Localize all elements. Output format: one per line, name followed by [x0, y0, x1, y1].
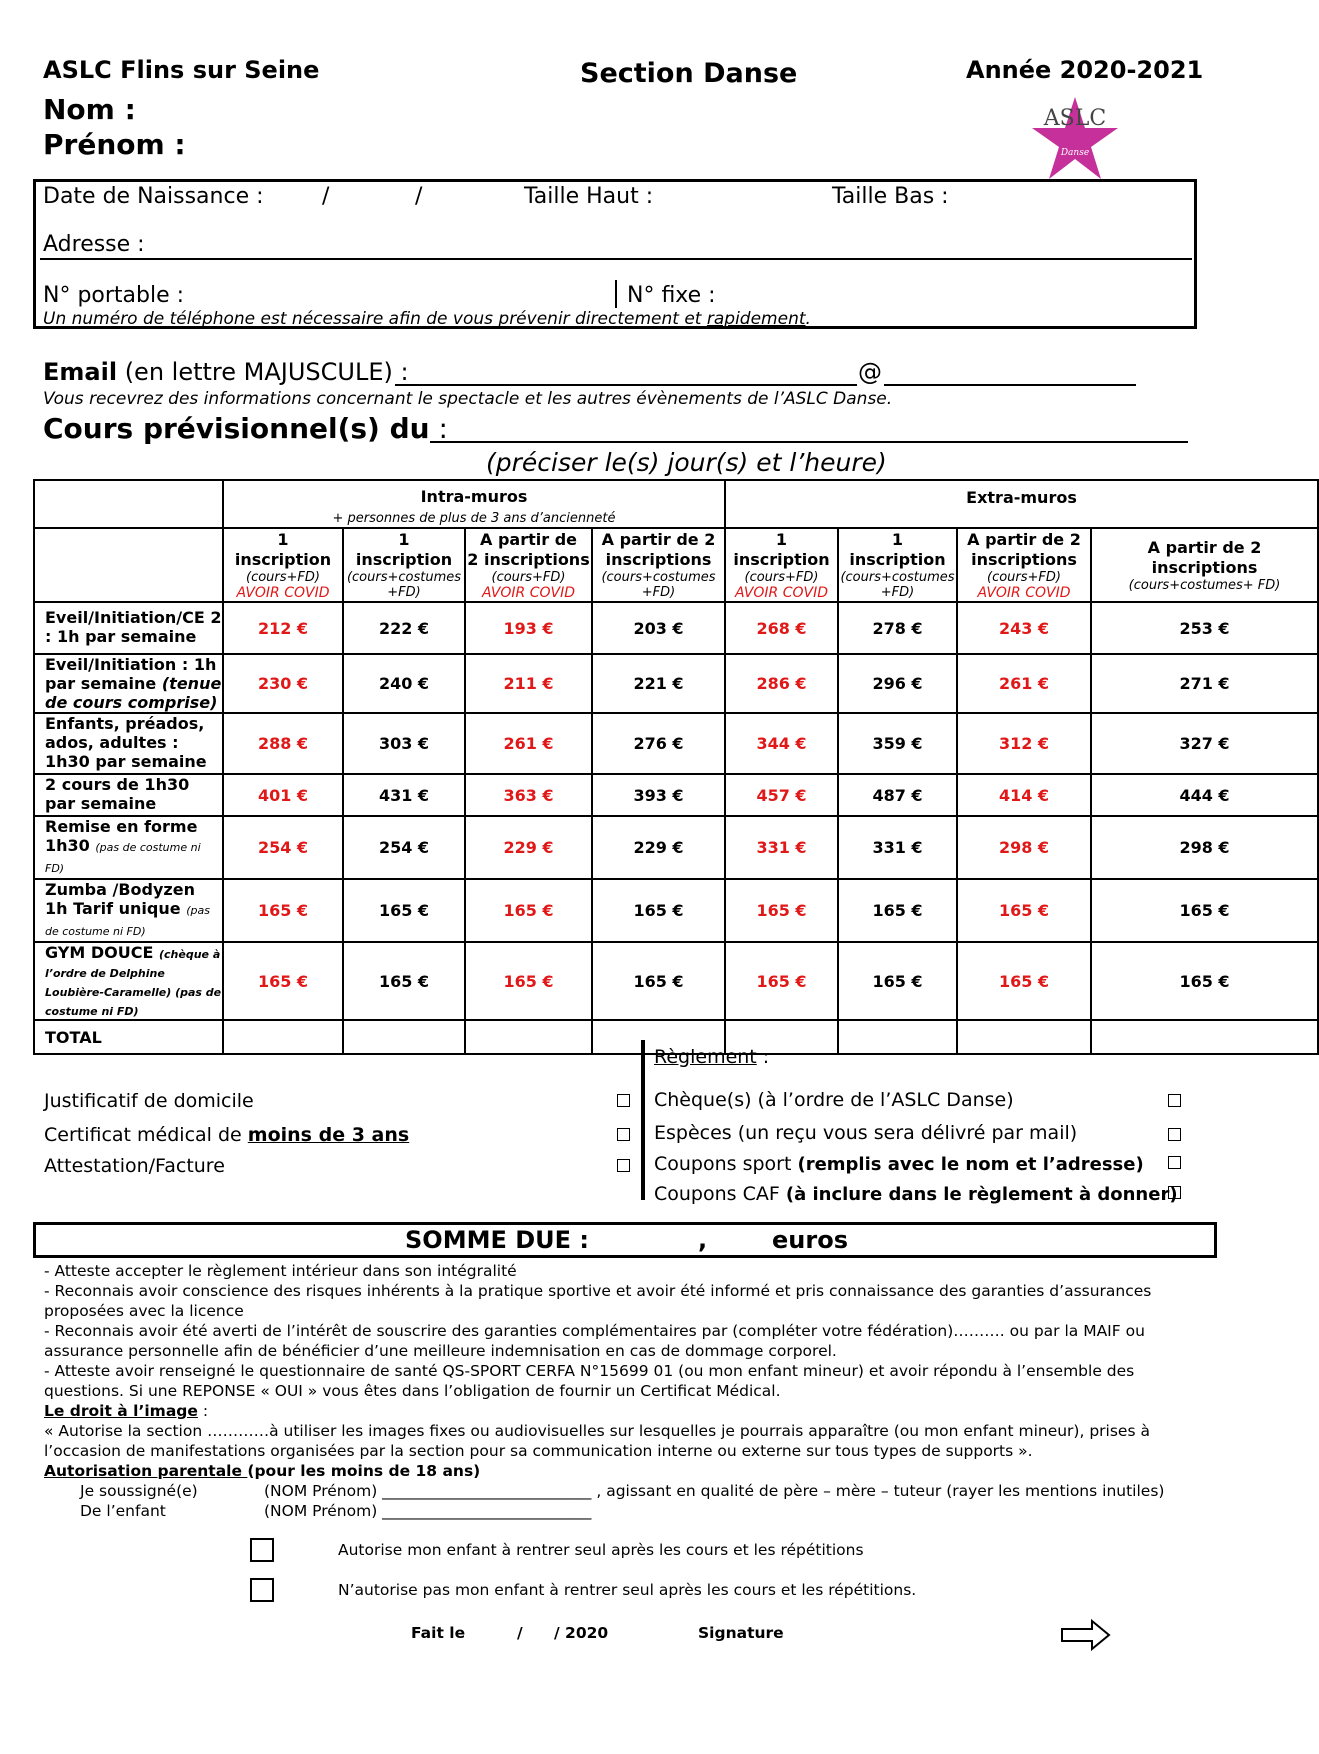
- corner-cell-2: [34, 528, 223, 602]
- section-title: Section Danse: [580, 58, 798, 89]
- club-name: ASLC Flins sur Seine: [43, 56, 320, 84]
- price-cell: 203 €: [592, 602, 725, 654]
- row-label: Zumba /Bodyzen 1h Tarif unique (pas de costume ni FD): [34, 879, 223, 942]
- n-autorise-label: N’autorise pas mon enfant à rentrer seul après les cours et les répétitions.: [338, 1581, 917, 1599]
- legal-block: [44, 1261, 1214, 1481]
- price-cell: 229 €: [592, 816, 725, 879]
- date-year: / 2020: [554, 1624, 609, 1642]
- total-label: TOTAL: [34, 1020, 223, 1054]
- price-cell: 331 €: [838, 816, 957, 879]
- row-label: Eveil/Initiation : 1h par semaine (tenue de cours comprise): [34, 654, 223, 713]
- total-cell[interactable]: [838, 1020, 957, 1054]
- price-cell: 487 €: [838, 774, 957, 816]
- column-header: 1 inscription (cours+costumes +FD): [343, 528, 465, 602]
- total-cell[interactable]: [957, 1020, 1091, 1054]
- row-label: Remise en forme 1h30 (pas de costume ni FD): [34, 816, 223, 879]
- price-cell: 165 €: [957, 942, 1091, 1020]
- price-cell: 393 €: [592, 774, 725, 816]
- row-label: GYM DOUCE (chèque à l’ordre de Delphine Loubière-Caramelle) (pas de costume ni FD): [34, 942, 223, 1020]
- price-cell: 431 €: [343, 774, 465, 816]
- price-cell: 261 €: [957, 654, 1091, 713]
- doc-checkbox[interactable]: [617, 1126, 630, 1145]
- legal-line: - Atteste avoir renseigné le questionnaire de santé QS-SPORT CERFA N°15699 01 (ou mon enfant mineur) et avoir répondu à l’ensemble des questions. Si une REPONSE « OUI » vous êtes dans l’obligation de fournir un Certificat Médical.: [44, 1362, 1135, 1400]
- price-row: [34, 774, 1318, 816]
- legal-line: - Atteste accepter le règlement intérieur dans son intégralité: [44, 1262, 517, 1280]
- reglement-item: Coupons sport (remplis avec le nom et l’adresse): [654, 1153, 1144, 1175]
- email-at: @: [858, 358, 882, 386]
- price-row: [34, 713, 1318, 774]
- group-intra: Intra-muros + personnes de plus de 3 ans d’ancienneté: [223, 480, 725, 528]
- price-cell: 286 €: [725, 654, 838, 713]
- phone-divider: [615, 280, 617, 308]
- column-header: A partir de 2 inscriptions (cours+FD) AVOIR COVID: [957, 528, 1091, 602]
- email-note: Vous recevrez des informations concernant le spectacle et les autres évènements de l’ASLC Danse.: [43, 389, 893, 409]
- cours-field[interactable]: [430, 441, 1188, 443]
- price-cell: 261 €: [465, 713, 592, 774]
- group-extra: Extra-muros: [725, 480, 1318, 528]
- price-cell: 165 €: [223, 942, 343, 1020]
- next-page-arrow-icon[interactable]: [1060, 1618, 1112, 1652]
- price-cell: 165 €: [592, 879, 725, 942]
- price-row: [34, 654, 1318, 713]
- price-cell: 444 €: [1091, 774, 1318, 816]
- signature-label: Signature: [698, 1624, 784, 1642]
- date-slash: /: [517, 1624, 523, 1642]
- price-cell: 327 €: [1091, 713, 1318, 774]
- reglement-item: Espèces (un reçu vous sera délivré par mail): [654, 1122, 1078, 1144]
- price-cell: 312 €: [957, 713, 1091, 774]
- nom-label: Nom :: [43, 93, 136, 126]
- portable-label: N° portable :: [43, 283, 185, 308]
- email-domain-field[interactable]: [884, 384, 1136, 386]
- price-cell: 212 €: [223, 602, 343, 654]
- price-cell: 401 €: [223, 774, 343, 816]
- price-cell: 344 €: [725, 713, 838, 774]
- birth-label: Date de Naissance :: [43, 184, 264, 209]
- logo-sub: Danse: [1060, 148, 1090, 158]
- price-cell: 165 €: [223, 879, 343, 942]
- reglement-item: Coupons CAF (à inclure dans le règlement à donner): [654, 1183, 1178, 1205]
- price-cell: 165 €: [465, 942, 592, 1020]
- adresse-line[interactable]: [40, 258, 1192, 260]
- somme-comma: ,: [698, 1226, 708, 1254]
- price-cell: 165 €: [838, 942, 957, 1020]
- droit-text: « Autorise la section …………à utiliser les images fixes ou audiovisuelles sur lesquelles je pourrais apparaître (ou mon enfant mineur), prises à l’occasion de manifestations organisées par la section pour sa communication interne ou externe sur tous types de supports ».: [44, 1422, 1150, 1460]
- price-row: [34, 602, 1318, 654]
- price-cell: 278 €: [838, 602, 957, 654]
- price-cell: 230 €: [223, 654, 343, 713]
- price-cell: 296 €: [838, 654, 957, 713]
- price-cell: 193 €: [465, 602, 592, 654]
- birth-slash-1: /: [322, 184, 330, 209]
- price-cell: 271 €: [1091, 654, 1318, 713]
- row-label: 2 cours de 1h30 par semaine: [34, 774, 223, 816]
- enfant-field[interactable]: (NOM Prénom) ___________________________: [264, 1502, 592, 1520]
- price-cell: 363 €: [465, 774, 592, 816]
- price-cell: 165 €: [1091, 942, 1318, 1020]
- cours-label: Cours prévisionnel(s) du :: [43, 412, 448, 445]
- reglement-checkbox[interactable]: [1168, 1126, 1181, 1145]
- price-cell: 331 €: [725, 816, 838, 879]
- column-header-row: [34, 528, 1318, 602]
- price-cell: 268 €: [725, 602, 838, 654]
- price-cell: 165 €: [838, 879, 957, 942]
- column-header: A partir de 2 inscriptions (cours+costumes +FD): [592, 528, 725, 602]
- droit-title: Le droit à l’image :: [44, 1402, 209, 1420]
- doc-item: Certificat médical de moins de 3 ans: [44, 1124, 410, 1146]
- price-cell: 165 €: [343, 879, 465, 942]
- enfant-label: De l’enfant: [80, 1502, 166, 1520]
- price-cell: 457 €: [725, 774, 838, 816]
- column-header: 1 inscription (cours+costumes +FD): [838, 528, 957, 602]
- reglement-divider: [641, 1040, 645, 1200]
- price-cell: 359 €: [838, 713, 957, 774]
- taille-haut-label: Taille Haut :: [524, 184, 654, 209]
- price-row: [34, 942, 1318, 1020]
- doc-checkbox[interactable]: [617, 1092, 630, 1111]
- price-cell: 298 €: [957, 816, 1091, 879]
- season: Année 2020-2021: [966, 56, 1204, 84]
- reglement-checkbox[interactable]: [1168, 1184, 1181, 1203]
- column-header: 1 inscription (cours+FD) AVOIR COVID: [223, 528, 343, 602]
- price-cell: 165 €: [465, 879, 592, 942]
- doc-item: Attestation/Facture: [44, 1155, 225, 1177]
- doc-checkbox[interactable]: [617, 1157, 630, 1176]
- total-cell[interactable]: [343, 1020, 465, 1054]
- price-cell: 298 €: [1091, 816, 1318, 879]
- price-cell: 165 €: [957, 879, 1091, 942]
- price-row: [34, 879, 1318, 942]
- row-label: Eveil/Initiation/CE 2 : 1h par semaine: [34, 602, 223, 654]
- price-cell: 221 €: [592, 654, 725, 713]
- adresse-label: Adresse :: [43, 232, 145, 257]
- somme-box: [33, 1222, 1217, 1258]
- prenom-label: Prénom :: [43, 128, 186, 161]
- price-cell: 229 €: [465, 816, 592, 879]
- soussigne-field[interactable]: (NOM Prénom) ___________________________ , agissant en qualité de père – mère – tuteur (rayer les mentions inutiles): [264, 1482, 1165, 1500]
- somme-label: SOMME DUE :: [405, 1226, 589, 1254]
- docs-list: [44, 1084, 409, 1180]
- price-cell: 211 €: [465, 654, 592, 713]
- total-cell[interactable]: [465, 1020, 592, 1054]
- total-cell[interactable]: [223, 1020, 343, 1054]
- taille-bas-label: Taille Bas :: [832, 184, 949, 209]
- price-cell: 303 €: [343, 713, 465, 774]
- price-cell: 414 €: [957, 774, 1091, 816]
- reglement-checkbox[interactable]: [1168, 1092, 1181, 1111]
- auto-title: Autorisation parentale (pour les moins de 18 ans): [44, 1462, 481, 1480]
- price-cell: 222 €: [343, 602, 465, 654]
- total-cell[interactable]: [1091, 1020, 1318, 1054]
- reglement-list: [654, 1084, 1178, 1210]
- price-cell: 165 €: [343, 942, 465, 1020]
- fait-le-label: Fait le: [411, 1624, 466, 1642]
- logo-text: ASLC: [1043, 106, 1107, 131]
- price-cell: 165 €: [1091, 879, 1318, 942]
- reglement-checkbox[interactable]: [1168, 1154, 1181, 1173]
- column-header: 1 inscription (cours+FD) AVOIR COVID: [725, 528, 838, 602]
- price-cell: 243 €: [957, 602, 1091, 654]
- row-label: Enfants, préados, ados, adultes : 1h30 par semaine: [34, 713, 223, 774]
- corner-cell: [34, 480, 223, 528]
- price-cell: 254 €: [343, 816, 465, 879]
- legal-line: - Reconnais avoir été averti de l’intérêt de souscrire des garanties complémentaires par (compléter votre fédération)………. ou par la MAIF ou assurance personnelle afin de bénéficier d’une meilleure indemnisation en cas de dommage corporel.: [44, 1322, 1145, 1360]
- soussigne-label: Je soussigné(e): [80, 1482, 198, 1500]
- column-header: A partir de 2 inscriptions (cours+FD) AVOIR COVID: [465, 528, 592, 602]
- autorise-checkbox[interactable]: [250, 1538, 274, 1562]
- column-header: A partir de 2 inscriptions (cours+costumes+ FD): [1091, 528, 1318, 602]
- price-cell: 165 €: [592, 942, 725, 1020]
- reglement-item: Chèque(s) (à l’ordre de l’ASLC Danse): [654, 1089, 1014, 1111]
- legal-line: - Reconnais avoir conscience des risques inhérents à la pratique sportive et avoir été informé et pris connaissance des garanties d’assurances proposées avec la licence: [44, 1282, 1152, 1320]
- price-cell: 276 €: [592, 713, 725, 774]
- email-label: Email (en lettre MAJUSCULE) :: [43, 358, 409, 386]
- phone-note: Un numéro de téléphone est nécessaire afin de vous prévenir directement et rapidement.: [43, 309, 811, 329]
- price-row: [34, 816, 1318, 879]
- price-cell: 253 €: [1091, 602, 1318, 654]
- price-cell: 240 €: [343, 654, 465, 713]
- cours-hint: (préciser le(s) jour(s) et l’heure): [486, 448, 887, 477]
- price-cell: 165 €: [725, 942, 838, 1020]
- somme-euros: euros: [772, 1226, 848, 1254]
- price-cell: 165 €: [725, 879, 838, 942]
- email-user-field[interactable]: [395, 384, 857, 386]
- price-table: [33, 479, 1319, 1055]
- price-cell: 288 €: [223, 713, 343, 774]
- reglement-title: Règlement :: [654, 1046, 770, 1068]
- autorise-label: Autorise mon enfant à rentrer seul après les cours et les répétitions: [338, 1541, 864, 1559]
- aslc-logo: [1030, 95, 1120, 185]
- n-autorise-checkbox[interactable]: [250, 1578, 274, 1602]
- fixe-label: N° fixe :: [627, 283, 716, 308]
- birth-slash-2: /: [415, 184, 423, 209]
- price-cell: 254 €: [223, 816, 343, 879]
- doc-item: Justificatif de domicile: [44, 1090, 254, 1112]
